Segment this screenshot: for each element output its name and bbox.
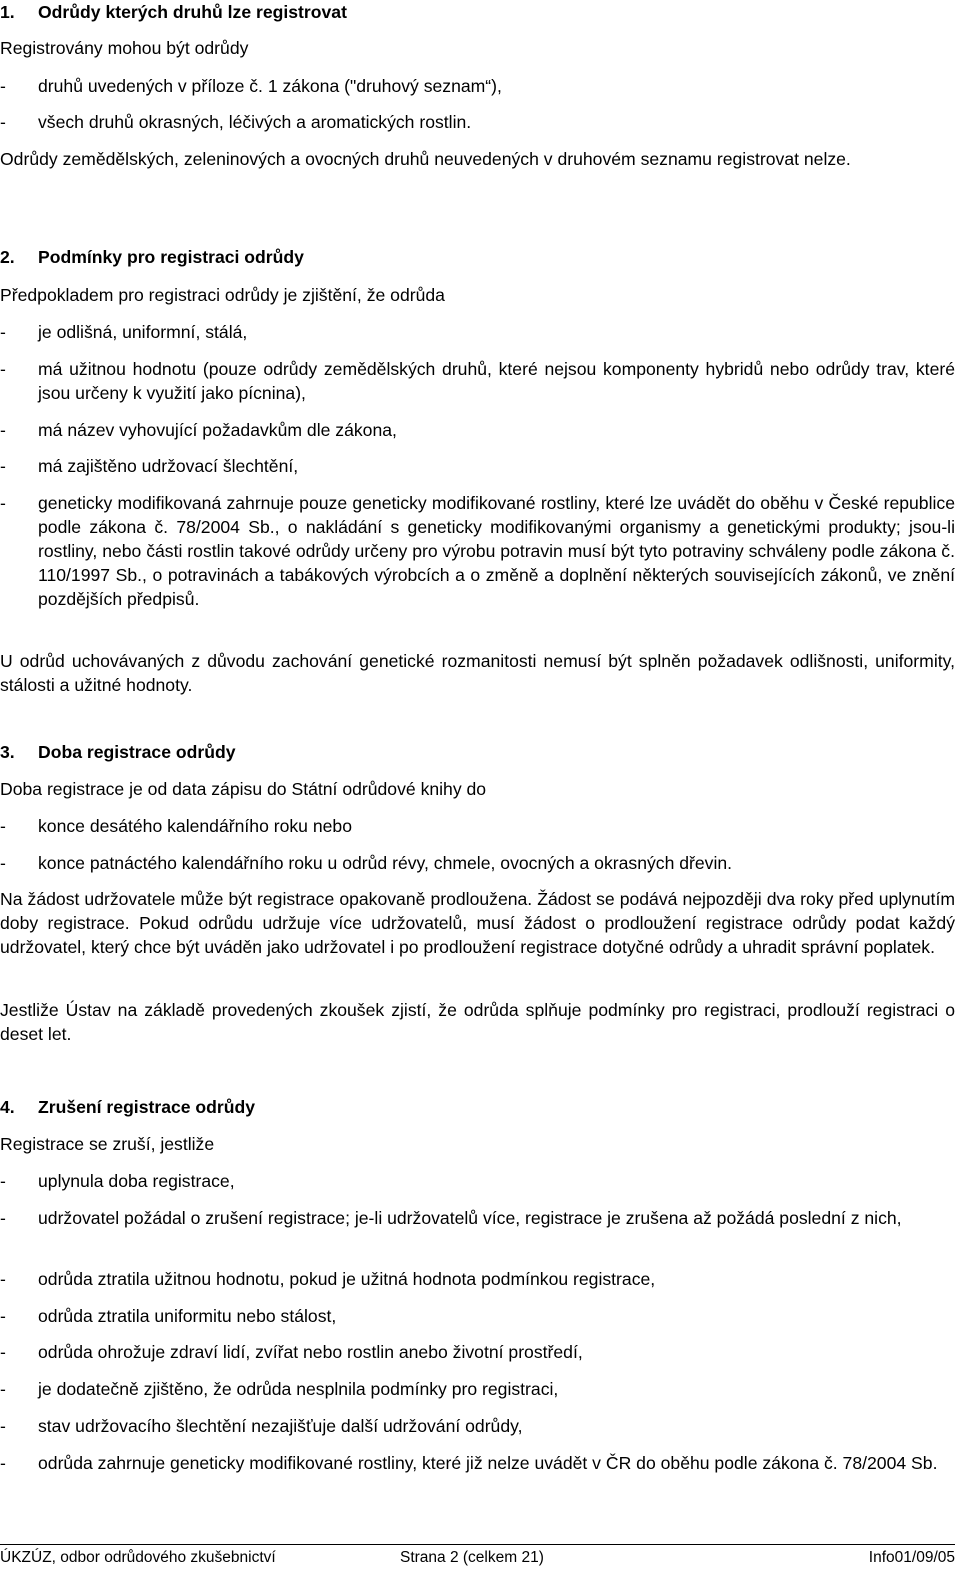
- section-2-item: [0, 491, 955, 611]
- section-3-intro: Doba registrace je od data zápisu do Státní odrůdové knihy do: [0, 779, 487, 799]
- list-item-text: odrůda zahrnuje geneticky modifikované rostliny, které již nelze uvádět v ČR do oběhu podle zákona č. 78/2004 Sb.: [38, 1453, 938, 1473]
- list-item-text: udržovatel požádal o zrušení registrace; je-li udržovatelů více, registrace je zrušena až požádá poslední z nich,: [38, 1208, 902, 1228]
- section-2-number: 2.: [0, 247, 15, 267]
- list-item-text: má užitnou hodnotu (pouze odrůdy zemědělských druhů, které nejsou komponenty hybridů nebo odrůdy trav, které jsou určeny k využití jako pícnina),: [38, 359, 955, 403]
- section-1-item: [0, 110, 955, 134]
- section-3-note-1: Na žádost udržovatele může být registrace opakovaně prodloužena. Žádost se podává nejpozději dva roky před uplynutím doby registrace. Pokud odrůdu udržuje více udržovatelů, musí žádost o prodloužení registrace odrůdy podat každý udržovatel, který chce být uváděn jako udržovatel i po prodloužení registrace dotyčné odrůdy a uhradit správní poplatek.: [0, 889, 955, 957]
- section-3-title: Doba registrace odrůdy: [38, 742, 236, 762]
- section-3-number: 3.: [0, 742, 15, 762]
- list-dash: -: [0, 1208, 6, 1228]
- section-4-intro: Registrace se zruší, jestliže: [0, 1134, 215, 1154]
- list-item-text: stav udržovacího šlechtění nezajišťuje další udržování odrůdy,: [38, 1416, 523, 1436]
- section-4-item: [0, 1267, 955, 1291]
- section-4-item: [0, 1377, 955, 1401]
- list-dash: -: [0, 359, 6, 379]
- section-2-item: [0, 357, 955, 405]
- section-2-heading: [0, 245, 955, 269]
- page-footer: [0, 1544, 955, 1569]
- list-item-text: odrůda ohrožuje zdraví lidí, zvířat nebo rostlin anebo životní prostředí,: [38, 1342, 583, 1362]
- section-4-heading: [0, 1095, 955, 1119]
- list-dash: -: [0, 420, 6, 440]
- section-1-heading: [0, 0, 955, 24]
- section-2-note: U odrůd uchovávaných z důvodu zachování genetické rozmanitosti nemusí být splněn požadavek odlišnosti, uniformity, stálosti a užitné hodnoty.: [0, 651, 955, 695]
- section-4-item: [0, 1340, 955, 1364]
- section-4-item: [0, 1206, 955, 1230]
- section-4-number: 4.: [0, 1097, 15, 1117]
- section-1-title: Odrůdy kterých druhů lze registrovat: [38, 2, 347, 22]
- footer-document-code: Info01/09/05: [868, 1549, 955, 1566]
- section-2-item: [0, 418, 955, 442]
- list-dash: -: [0, 1306, 6, 1326]
- list-dash: -: [0, 816, 6, 836]
- list-dash: -: [0, 1342, 6, 1362]
- list-item-text: je dodatečně zjištěno, že odrůda nesplnila podmínky pro registraci,: [38, 1379, 559, 1399]
- list-item-text: odrůda ztratila uniformitu nebo stálost,: [38, 1306, 337, 1326]
- section-2-item: [0, 320, 955, 344]
- list-dash: -: [0, 493, 6, 513]
- list-dash: -: [0, 1379, 6, 1399]
- list-item-text: má název vyhovující požadavkům dle zákona,: [38, 420, 397, 440]
- footer-page-number: Strana 2 (celkem 21): [400, 1549, 544, 1566]
- list-item-text: uplynula doba registrace,: [38, 1171, 235, 1191]
- list-item-text: má zajištěno udržovací šlechtění,: [38, 456, 299, 476]
- list-item-text: druhů uvedených v příloze č. 1 zákona ("druhový seznam“),: [38, 76, 502, 96]
- list-dash: -: [0, 853, 6, 873]
- section-4-item: [0, 1304, 955, 1328]
- list-item-text: je odlišná, uniformní, stálá,: [38, 322, 248, 342]
- section-1-intro: Registrovány mohou být odrůdy: [0, 38, 249, 58]
- section-3-heading: [0, 740, 955, 764]
- list-item-text: konce desátého kalendářního roku nebo: [38, 816, 352, 836]
- list-dash: -: [0, 76, 6, 96]
- section-3-note-2: Jestliže Ústav na základě provedených zkoušek zjistí, že odrůda splňuje podmínky pro registraci, prodlouží registraci o deset let.: [0, 1000, 955, 1044]
- list-item-text: geneticky modifikovaná zahrnuje pouze geneticky modifikované rostliny, které lze uvádět do oběhu v České republice podle zákona č. 78/2004 Sb., o nakládání s geneticky modifikovanými organismy a genetickými produkty; jsou-li rostliny, nebo části rostlin takové odrůdy určeny pro výrobu potravin musí být tyto potraviny schváleny podle zákona č. 110/1997 Sb., o potravinách a tabákových výrobcích a o změně a doplnění některých souvisejících zákonů, ve znění pozdějších předpisů.: [38, 493, 955, 609]
- section-1-number: 1.: [0, 2, 15, 22]
- section-4-item: [0, 1451, 955, 1475]
- list-dash: -: [0, 1416, 6, 1436]
- section-2-title: Podmínky pro registraci odrůdy: [38, 247, 304, 267]
- section-4-item: [0, 1414, 955, 1438]
- list-dash: -: [0, 1171, 6, 1191]
- list-item-text: všech druhů okrasných, léčivých a aromatických rostlin.: [38, 112, 472, 132]
- section-4-title: Zrušení registrace odrůdy: [38, 1097, 256, 1117]
- section-1-note: Odrůdy zemědělských, zeleninových a ovocných druhů neuvedených v druhovém seznamu registrovat nelze.: [0, 149, 851, 169]
- list-dash: -: [0, 112, 6, 132]
- section-3-item: [0, 814, 955, 838]
- list-item-text: konce patnáctého kalendářního roku u odrůd révy, chmele, ovocných a okrasných dřevin.: [38, 853, 733, 873]
- section-1-item: [0, 74, 955, 98]
- section-4-item: [0, 1169, 955, 1193]
- section-3-item: [0, 851, 955, 875]
- section-2-item: [0, 454, 955, 478]
- list-dash: -: [0, 322, 6, 342]
- list-dash: -: [0, 1453, 6, 1473]
- list-dash: -: [0, 1269, 6, 1289]
- list-dash: -: [0, 456, 6, 476]
- section-2-intro: Předpokladem pro registraci odrůdy je zjištění, že odrůda: [0, 285, 445, 305]
- footer-organization: ÚKZÚZ, odbor odrůdového zkušebnictví: [0, 1549, 276, 1566]
- list-item-text: odrůda ztratila užitnou hodnotu, pokud je užitná hodnota podmínkou registrace,: [38, 1269, 656, 1289]
